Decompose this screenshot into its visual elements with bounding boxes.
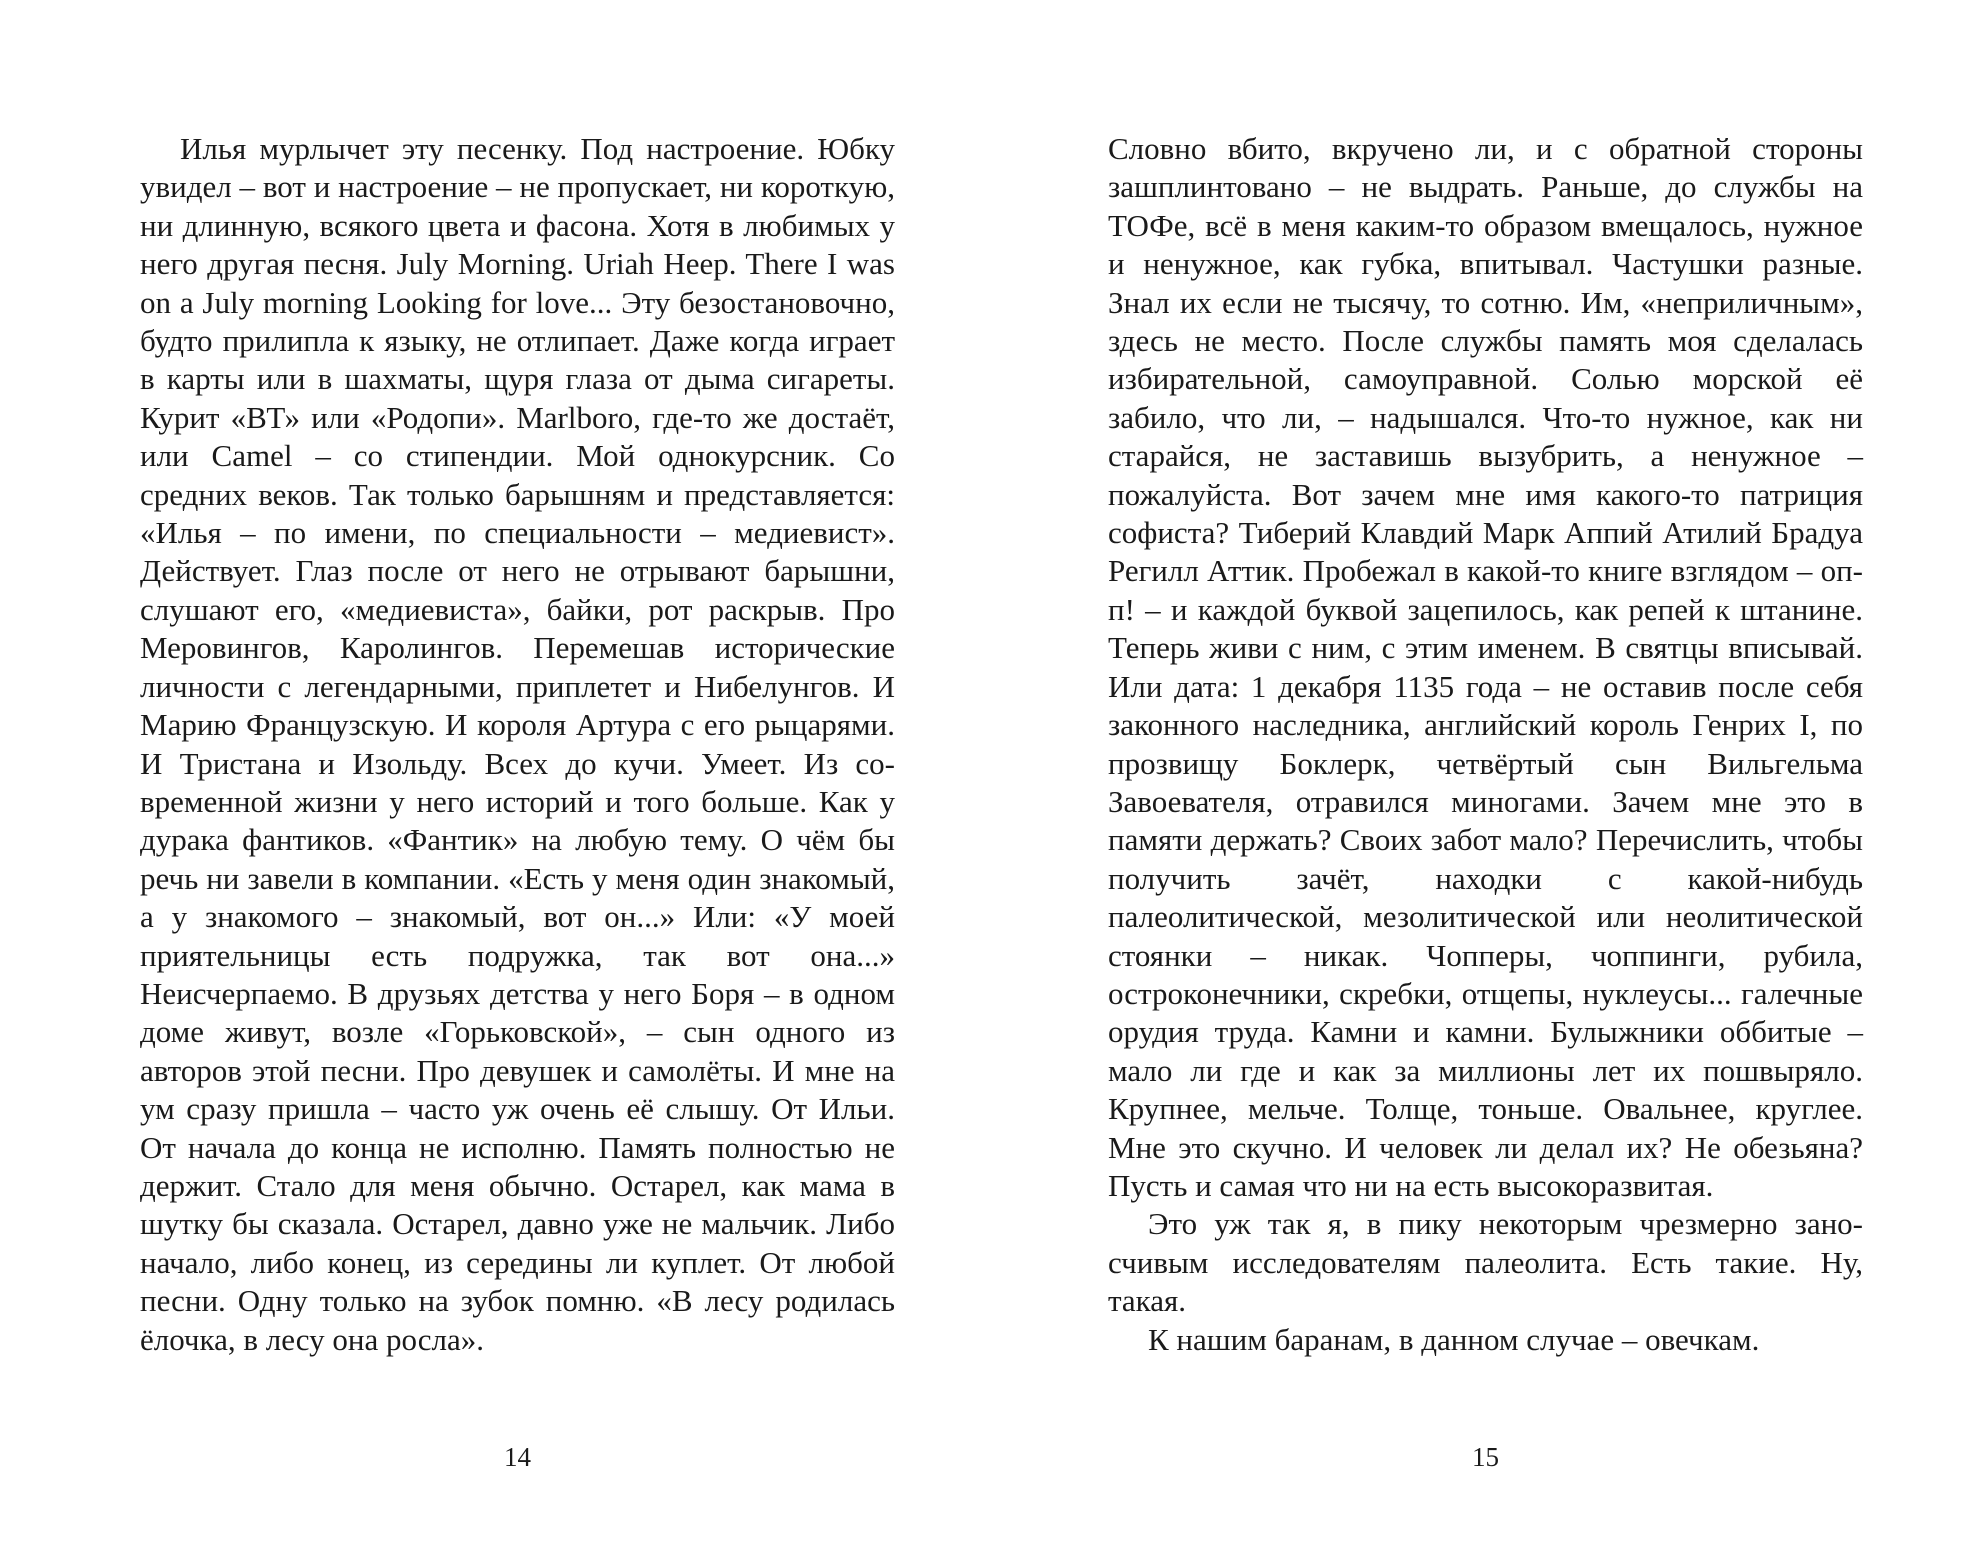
right-paragraph-1: Словно вбито, вкручено ли, и с обратной стороны зашплинтовано – не выдрать. Раньше, до службы на ТОФе, всё в меня каким-то образом вмещалось, нужное и ненужное, как губка, впитывал. Частушки разные. Знал их если не тысячу, то сотню. Им, «неприличным», здесь не место. После службы память моя сделалась избирательной, самоуправной. Солью морской её забило, что ли, – надышался. Что-то нужное, как ни старайся, не заставишь вызубрить, а ненужное – пожалуйста. Вот зачем мне имя какого-то патриция софиста? Тиберий Клавдий Марк Аппий Атилий Брадуа Регилл Аттик. Пробежал в какой-то книге взглядом – оп-п! – и каждой буквой зацепилось, как репей к штанине. Теперь живи с ним, с этим именем. В святцы вписывай. Или дата: 1 декабря 1135 года – не оставив после себя законного наследника, английский король Генрих I, по прозвищу Боклерк, четвёртый сын Вильгельма Завоевателя, отравился миногами. Зачем мне это в памяти держать? Своих забот мало? Перечислить, чтобы получить зачёт, находки с какой-нибудь палеолитической, мезолитической или неолитической стоянки – никак. Чопперы, чоппинги, рубила, остроконечники, скребки, отщепы, нуклеусы... галечные орудия труда. Камни и камни. Булыжники оббитые – мало ли где и как за миллионы лет их пошвыряло. Крупнее, мельче. Толще, тоньше. Овальнее, круглее. Мне это скучно. И человек ли делал их? Не обезьяна? Пусть и самая что ни на есть высокоразвитая. [1108, 131, 1863, 1203]
left-page-text [140, 130, 895, 1359]
left-page-number: 14 [504, 1442, 531, 1472]
right-page [1108, 130, 1863, 1510]
right-page-number: 15 [1472, 1442, 1499, 1472]
left-paragraph-1: Илья мурлычет эту песенку. Под настроение. Юбку увидел – вот и настроение – не пропускает, ни короткую, ни длинную, всякого цвета и фасона. Хотя в любимых у него другая песня. July Morning. Uriah Heep. There I was on a July morning Looking for love... Эту безостановочно, будто прилипла к языку, не отлипает. Даже когда играет в карты или в шахматы, щуря глаза от дыма сигареты. Курит «ВТ» или «Родопи». Marlboro, где-то же достаёт, или Camel – со стипендии. Мой однокурсник. Со средних веков. Так только барышням и представляется: «Илья – по имени, по специальности – медиевист». Действует. Глаз после от него не отрывают барышни, слушают его, «медиевиста», байки, рот раскрыв. Про Меровингов, Каролингов. Перемешав исторические личности с легендарными, приплетет и Нибелунгов. И Марию Французскую. И короля Артура с его рыцарями. И Тристана и Изольду. Всех до кучи. Умеет. Из современной жизни у него историй и того больше. Как у дурака фантиков. «Фантик» на любую тему. О чём бы речь ни завели в компании. «Есть у меня один знакомый, а у знакомого – знакомый, вот он...» Или: «У моей приятельницы есть подружка, так вот она...» Неисчерпаемо. В друзьях детства у него Боря – в одном доме живут, возле «Горьковской», – сын одного из авторов этой песни. Про девушек и самолёты. И мне на ум сразу пришла – часто уж очень её слышу. От Ильи. От начала до конца не исполню. Память полностью не держит. Стало для меня обычно. Остарел, как мама в шутку бы сказала. Остарел, давно уже не мальчик. Либо начало, либо конец, из середины ли куплет. От любой песни. Одну только на зубок помню. «В лесу родилась ёлочка, в лесу она росла». [140, 131, 895, 1357]
right-paragraph-2: Это уж так я, в пику некоторым чрезмерно заносчивым исследователям палеолита. Есть такие. Ну, такая. [1108, 1206, 1863, 1319]
left-page [140, 130, 895, 1510]
right-paragraph-3: К нашим баранам, в данном случае – овечкам. [1148, 1321, 1760, 1357]
right-page-text [1108, 130, 1863, 1359]
